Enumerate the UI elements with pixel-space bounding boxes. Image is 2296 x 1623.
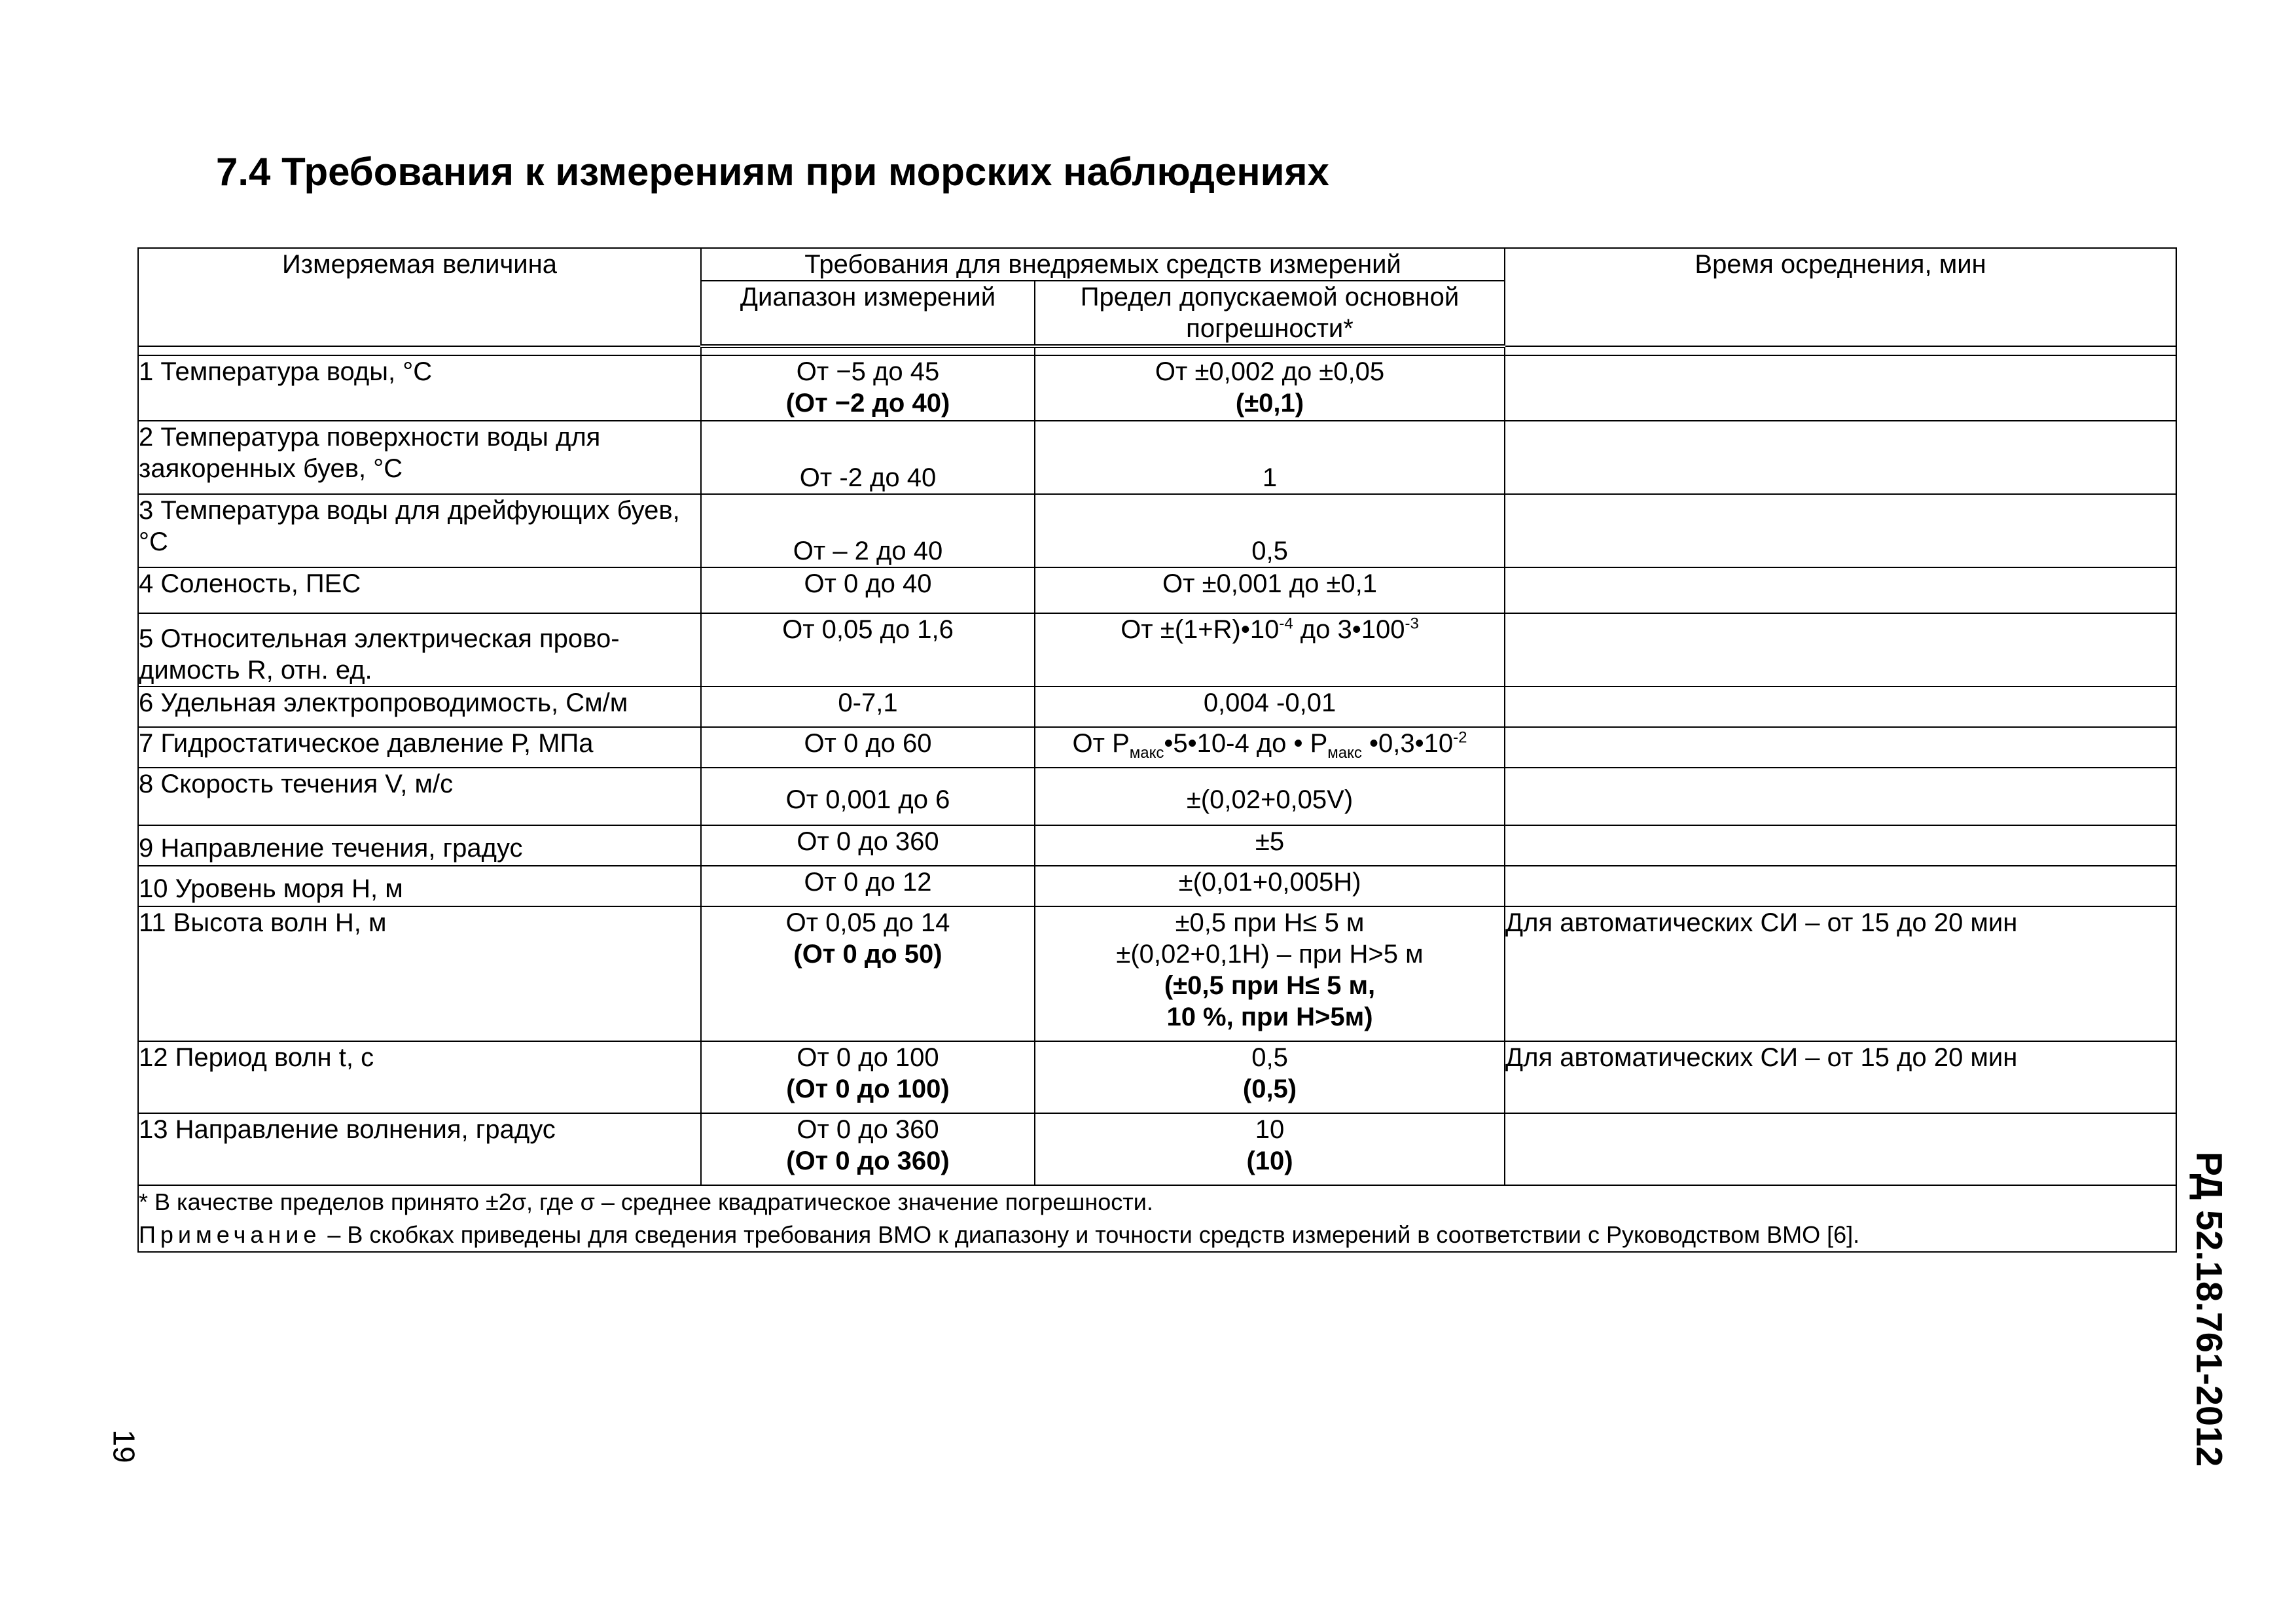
error-part-a: От ±(1+R)•10 [1121, 615, 1280, 644]
table-row [138, 355, 2176, 421]
header-averaging-time: Время осреднения, мин [1505, 248, 2176, 346]
table-row [138, 906, 2176, 1041]
row-range: От – 2 до 40 [701, 494, 1035, 567]
row-name: 7 Гидростатическое давление Р, МПа [138, 727, 701, 768]
header-error-limit: Предел допускаемой основной погрешности* [1035, 281, 1505, 346]
row-time: Для автоматических СИ – от 15 до 20 мин [1505, 1041, 2176, 1113]
range-wmo-value: (От 0 до 100) [786, 1075, 950, 1103]
row-range [701, 355, 1035, 421]
row-time [1505, 421, 2176, 494]
row-range: От 0 до 60 [701, 727, 1035, 768]
row-error [1035, 1041, 1505, 1113]
range-value: От 0,05 до 14 [785, 908, 950, 937]
row-range: От 0,001 до 6 [701, 768, 1035, 825]
row-time [1505, 768, 2176, 825]
header-requirements-group: Требования для внедряемых средств измерений [701, 248, 1505, 281]
row-time [1505, 866, 2176, 906]
row-error: ±5 [1035, 825, 1505, 866]
row-error: От ±0,001 до ±0,1 [1035, 567, 1505, 613]
requirements-table [137, 247, 2177, 1253]
row-time [1505, 1113, 2176, 1185]
range-wmo-value: (От 0 до 360) [786, 1147, 950, 1175]
table-row [138, 1041, 2176, 1113]
table-row [138, 768, 2176, 825]
row-range [701, 906, 1035, 1041]
error-sub-b: макс [1327, 744, 1362, 762]
table-row [138, 494, 2176, 567]
row-time [1505, 613, 2176, 687]
document-number-text: РД 52.18.761-2012 [2189, 1151, 2231, 1467]
note-text: – В скобках приведены для сведения требования ВМО к диапазону и точности средств измерений в соответствии с Руководством ВМО [6]. [321, 1221, 1860, 1248]
row-name: 2 Температура поверхности воды для заякоренных буев, °С [138, 421, 701, 494]
table-row [138, 687, 2176, 727]
range-value: От 0 до 100 [797, 1043, 939, 1072]
range-wmo-value: (От 0 до 50) [793, 940, 942, 969]
row-error: ±(0,02+0,05V) [1035, 768, 1505, 825]
range-value: От 0 до 360 [797, 1115, 939, 1144]
error-wmo-value-2: 10 %, при Н>5м) [1166, 1003, 1373, 1031]
row-range [701, 1041, 1035, 1113]
notes-row [138, 1185, 2176, 1252]
row-error: ±(0,01+0,005Н) [1035, 866, 1505, 906]
row-time [1505, 825, 2176, 866]
row-name: 11 Высота волн Н, м [138, 906, 701, 1041]
error-wmo-value: (±0,5 при Н≤ 5 м, [1164, 971, 1376, 1000]
row-name: 1 Температура воды, °С [138, 355, 701, 421]
row-time [1505, 567, 2176, 613]
error-part-b: до 3•100 [1293, 615, 1405, 644]
error-value-2: ±(0,02+0,1Н) – при Н>5 м [1116, 940, 1424, 969]
error-value: 0,5 [1251, 1043, 1288, 1072]
error-exp-b: -3 [1405, 615, 1419, 633]
header-quantity: Измеряемая величина [138, 248, 701, 346]
page-number-text: 19 [107, 1429, 141, 1463]
error-exp-c: -2 [1453, 728, 1467, 747]
row-time [1505, 687, 2176, 727]
row-range [701, 1113, 1035, 1185]
error-wmo-value: (±0,1) [1235, 389, 1304, 418]
error-exp-a: -4 [1279, 615, 1293, 633]
row-name: 6 Удельная электропроводимость, См/м [138, 687, 701, 727]
table-row [138, 613, 2176, 687]
table-row [138, 1113, 2176, 1185]
error-value: ±0,5 при Н≤ 5 м [1175, 908, 1365, 937]
row-name: 12 Период волн t, с [138, 1041, 701, 1113]
note-label: Примечание [139, 1221, 321, 1248]
row-error [1035, 1113, 1505, 1185]
row-time [1505, 727, 2176, 768]
row-range: От -2 до 40 [701, 421, 1035, 494]
range-wmo-value: (От −2 до 40) [785, 389, 950, 418]
document-number [2177, 1113, 2242, 1505]
error-part-a: От Р [1072, 729, 1130, 758]
row-name: 10 Уровень моря Н, м [138, 866, 701, 906]
row-error [1035, 355, 1505, 421]
row-name: 4 Соленость, ПЕС [138, 567, 701, 613]
error-part-b: •5•10-4 до • Р [1164, 729, 1328, 758]
note [139, 1219, 2176, 1251]
error-value: От ±0,002 до ±0,05 [1155, 357, 1385, 386]
row-time: Для автоматических СИ – от 15 до 20 мин [1505, 906, 2176, 1041]
row-error [1035, 727, 1505, 768]
row-name: 5 Относительная электрическая прово-димость R, отн. ед. [138, 613, 701, 687]
error-wmo-value: (0,5) [1242, 1075, 1297, 1103]
row-name: 8 Скорость течения V, м/с [138, 768, 701, 825]
row-time [1505, 494, 2176, 567]
notes-cell [138, 1185, 2176, 1252]
row-error [1035, 906, 1505, 1041]
table-row [138, 727, 2176, 768]
range-value: От −5 до 45 [796, 357, 940, 386]
table-row [138, 825, 2176, 866]
row-time [1505, 355, 2176, 421]
row-range: 0-7,1 [701, 687, 1035, 727]
error-wmo-value: (10) [1246, 1147, 1293, 1175]
error-sub-a: макс [1129, 744, 1164, 762]
row-range: От 0 до 40 [701, 567, 1035, 613]
row-name: 9 Направление течения, градус [138, 825, 701, 866]
table-row [138, 567, 2176, 613]
section-title: 7.4 Требования к измерениям при морских наблюдениях [216, 150, 1329, 194]
row-range: От 0 до 360 [701, 825, 1035, 866]
table-row [138, 866, 2176, 906]
row-name: 3 Температура воды для дрейфующих буев, °С [138, 494, 701, 567]
row-error: 1 [1035, 421, 1505, 494]
error-value: 10 [1255, 1115, 1285, 1144]
header-range: Диапазон измерений [701, 281, 1035, 346]
row-error: 0,004 -0,01 [1035, 687, 1505, 727]
row-range: От 0 до 12 [701, 866, 1035, 906]
footnote: * В качестве пределов принято ±2σ, где σ – среднее квадратическое значение погрешности. [139, 1188, 1153, 1215]
table-row [138, 421, 2176, 494]
error-part-c: •0,3•10 [1361, 729, 1454, 758]
row-range: От 0,05 до 1,6 [701, 613, 1035, 687]
page-number [98, 1420, 151, 1472]
row-error [1035, 613, 1505, 687]
row-name: 13 Направление волнения, градус [138, 1113, 701, 1185]
row-error: 0,5 [1035, 494, 1505, 567]
